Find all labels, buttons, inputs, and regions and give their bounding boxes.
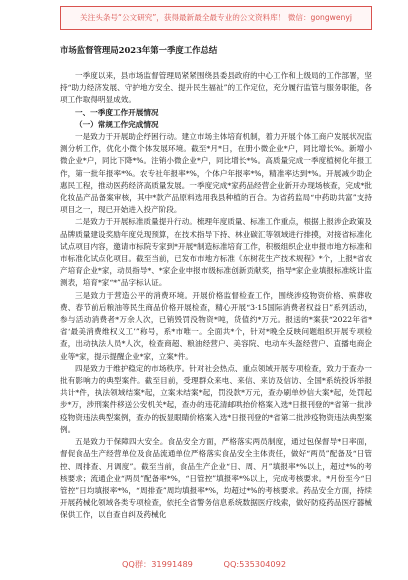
- document-page: [60, 44, 372, 522]
- intro-paragraph: 一季度以来，县市场监督管理局紧紧围绕县委县政府的中心工作和上级局的工作部署，坚持“助力经济发展、守护地方安全、提升民生福祉”的工作定位，充分履行监管与服务职能，各项工作取得明显成效。: [60, 71, 372, 105]
- paragraph-1: 一是致力于开展助企纾困行动。建立市场主体培育机制，着力开展个体工商户发展状况监测分析工作，优化小微个体发展环境。截至*月*日，在册小微企业*户，同比增长%。新增小微企业*户，同比下降*%。注销小微企业*户，同比增长*%。高质量完成一季度植树化年报工作，第一批年报率*%。农专社年报率*%，个体户年报率*%，精准率达到*%。开展减少助企惠民工程，推动医药经济高质量发展。一季度完成*家药品经营企业新开办现场核查，完成*批化妆品产品备案审核，其中*款产品原料选用我县种植的百合。为省药监局“中药助共富”支持项目之一，现已开始进入投产阶段。: [60, 132, 372, 215]
- paragraph-4: 四是致力于维护稳定的市场秩序。针对社会热点、重点领域开展专项检查，致力于查办一批有影响力的典型案件。截至目前，受理群众来电、来信、来访及信访、全国*系统投诉举报共计*件，执法领域结案*起，立案未结案*起，罚没款*万元，查办刷单炒信大案*起，处罚起步*万，涉刑案件移送公安机关*起，查办的违花清邮哄抬价格案入选*日报刊登的*省第一批涉疫物资违法典型案例，查办的扳显眼睛价格案入选*日报刊登的*省第二批涉疫物资违法典型案例。: [60, 363, 372, 434]
- paragraph-5: 五是致力于保障四大安全。食品安全方面，严格落实两员制度，通过包保督导*日率面，督促食品生产经营单位及食品流通单位严格落实食品安全主体责任，做好“两员”配备及“日管控、周排查、月调度”。截至当前，食品生产企业“日、周、月”填报率*%以上，超过*%的考核要求；流通企业“两员”配备率*%，“日管控”填报率*%以上，完成考核要求。*月份至今“日管控”日均填报率*%，“周排查”周均填报率*%，均超过*%的考核要求。药品安全方面，持续开展药械化领域各类专项检查，依托全省警务信息系统数据医疗线索，做好防疫药品医疗器械保供工作，以自查自纠及药械化: [60, 437, 372, 520]
- qq-group-text: QQ群：31991489: [121, 559, 193, 569]
- section-heading: 一、一季度工作开展情况: [75, 107, 159, 117]
- document-title: 市场监督管理局2023年第一季度工作总结: [60, 45, 218, 55]
- promo-banner: 关注头条号“公文研究”，获得最新最全最专业的公文资料库！ 微信：gongwenyj: [60, 6, 372, 30]
- paragraph-3: 三是致力于营造公平的消费环境。开展价格监督检查工作，围绕涉疫物资价格、殡葬收费、春节前后粮油等民生商品价格开展检查，精心开展“3·15国际消费者权益日”系列活动，参与活动消费者*万余人次，已销毁罚没物资*吨，货值约*万元。报送的*案获“2022年省*省‘最美消费维权义工’”称号，系*市唯一。全面共*个，针对*晚全反映问题组织开展专项检查，出动执法人员*人次，检查商超、粮油经营户、美容院、电动车头盔经营户、直播电商企业等*家，提示提醒企业*家，立案*件。: [60, 290, 372, 361]
- qq-text: QQ:535304092: [223, 559, 287, 569]
- subsection-heading: （一）常规工作完成情况: [75, 119, 159, 129]
- paragraph-2: 二是致力于开展标准质量提升行动。梳理年度质量、标准工作重点，根据上报涉企政策及品牌质量建设奖励年度兑现预算，在技术指导下持、林业碳汇等领域进行排摸，对接省标准化试点项目内容，邀请市标院专家到*开展*制造标准培育工作，积极组织企业申报市地方标准和市标准化试点化项目。截至当前，已发布市地方标准《东树花生产技术规程》*个，上报*省农产培育企业*家，动员指导*、*家企业申报市级标准创新贡献奖，指导*家企业填报标准统计监测表，培育*家“*”品字标认证。: [60, 217, 372, 288]
- contact-footer: [0, 559, 408, 570]
